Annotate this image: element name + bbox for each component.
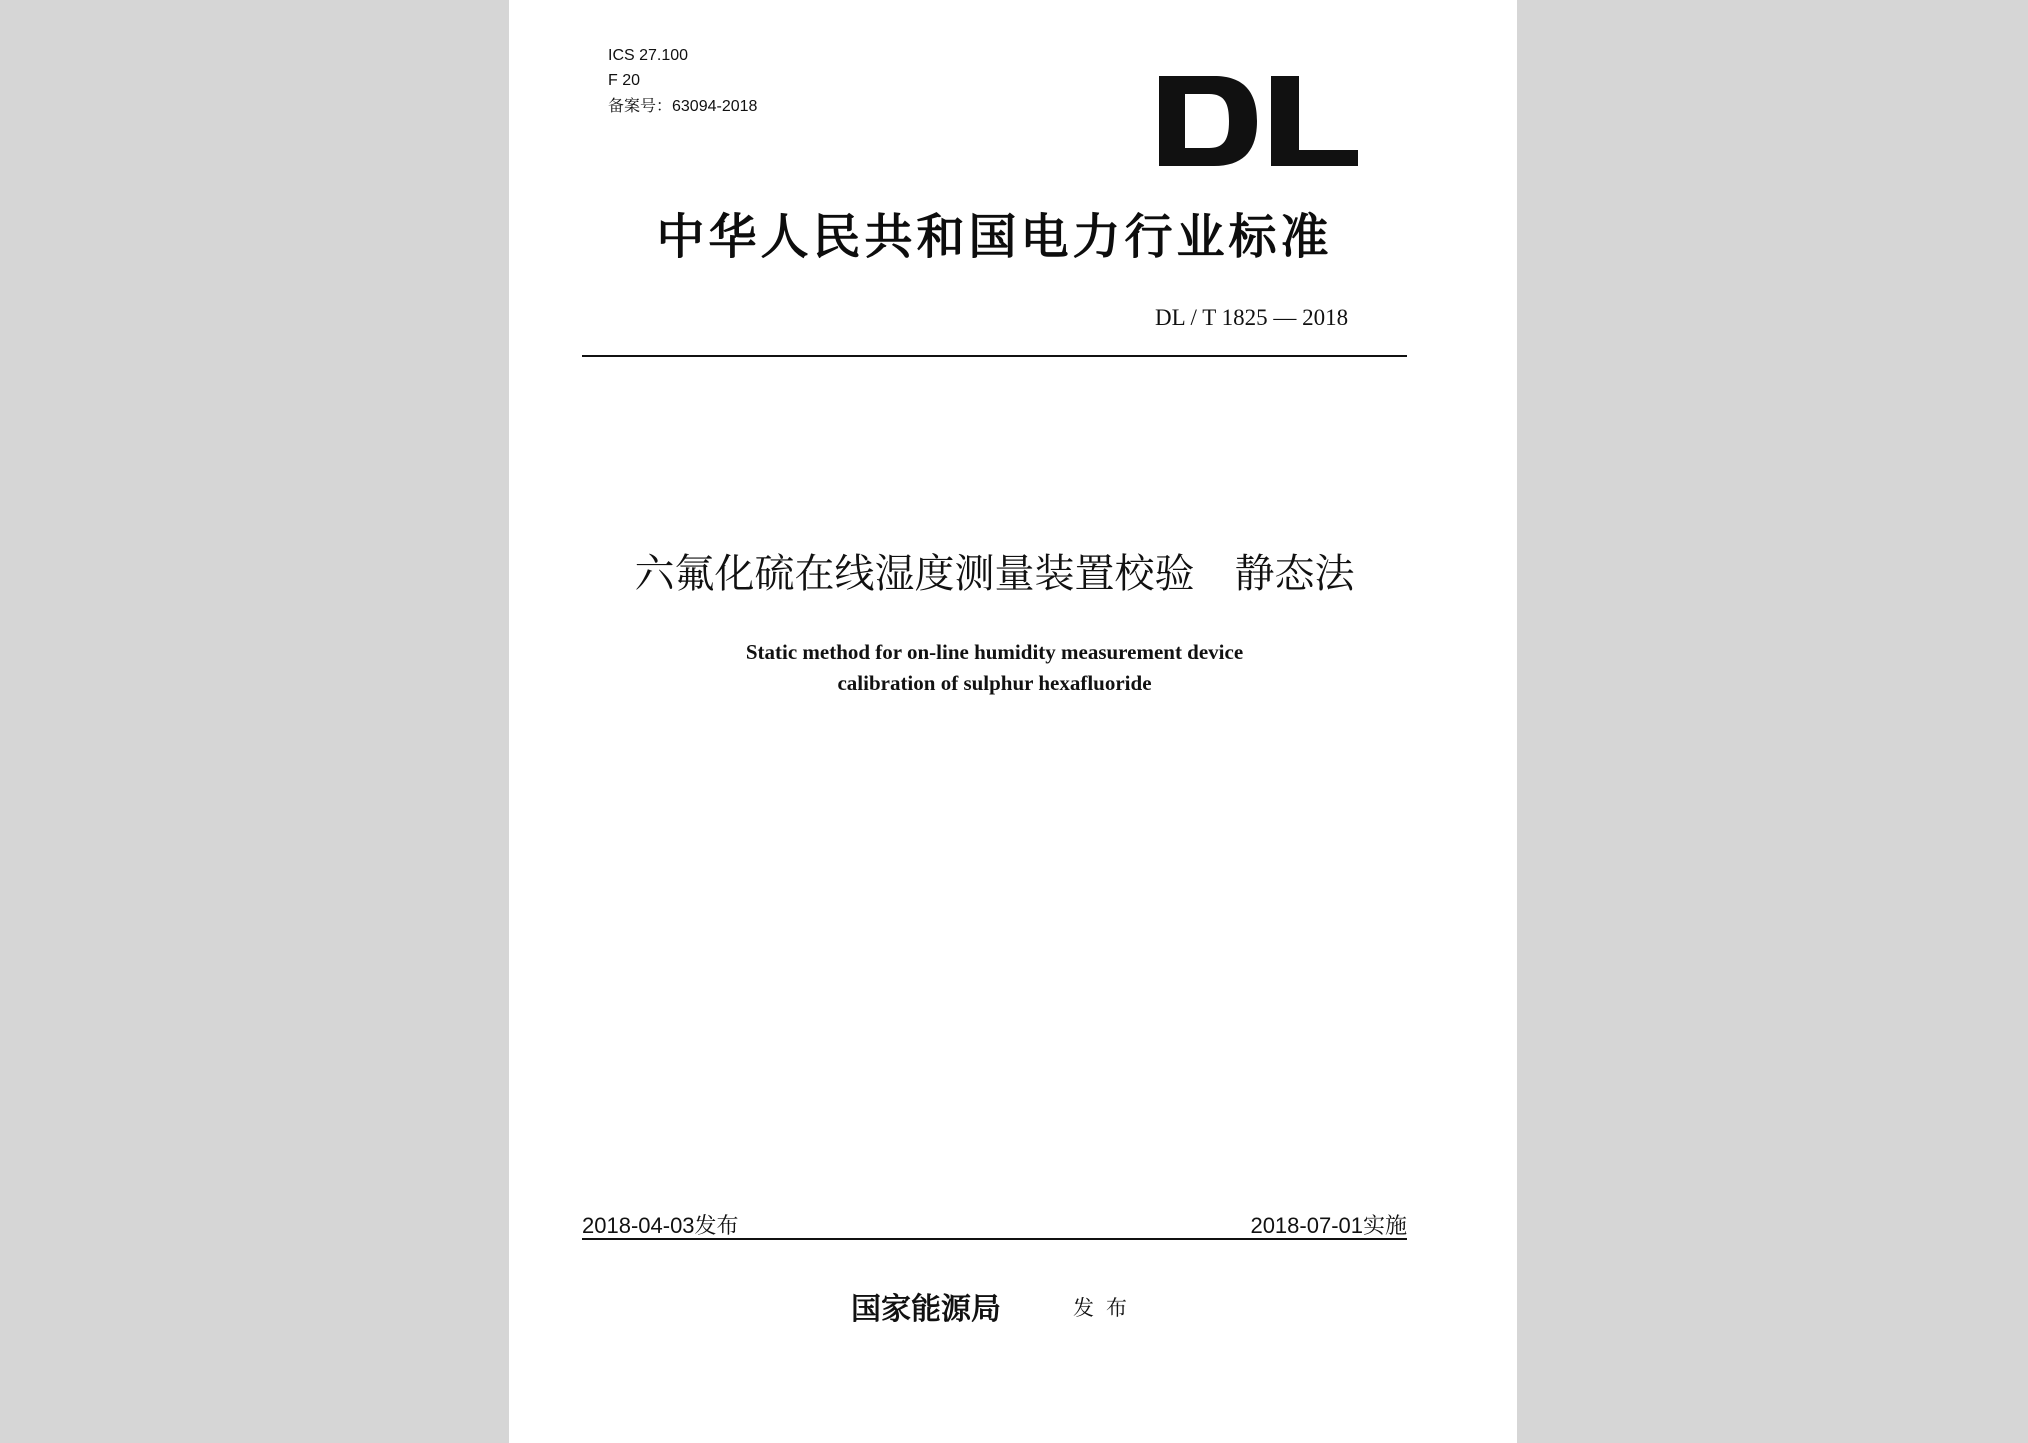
title-chinese: 六氟化硫在线湿度测量装置校验 静态法: [634, 551, 1355, 597]
ccs-code: F 20: [608, 72, 641, 89]
publisher-name: 国家能源局: [851, 1292, 1001, 1327]
record-number: 备案号：63094-2018: [608, 98, 758, 115]
standard-code: DL / T 1825 — 2018: [1155, 305, 1349, 330]
document-cover-page: [509, 0, 1517, 1443]
effective-date: 2018-07-01实施: [1250, 1213, 1407, 1238]
bottom-divider: [582, 1238, 1407, 1240]
dl-logo: [1159, 76, 1358, 166]
title-english-line-1: Static method for on-line humidity measurement device: [745, 640, 1244, 664]
top-divider: [582, 355, 1407, 357]
dl-logo-graphic: [1159, 76, 1358, 166]
ics-code: ICS 27.100: [608, 47, 689, 64]
publish-label: 发布: [1073, 1296, 1139, 1320]
issue-date: 2018-04-03发布: [582, 1213, 739, 1238]
title-english-line-2: calibration of sulphur hexafluoride: [837, 671, 1152, 695]
standard-title: 中华人民共和国电力行业标准: [656, 209, 1333, 265]
